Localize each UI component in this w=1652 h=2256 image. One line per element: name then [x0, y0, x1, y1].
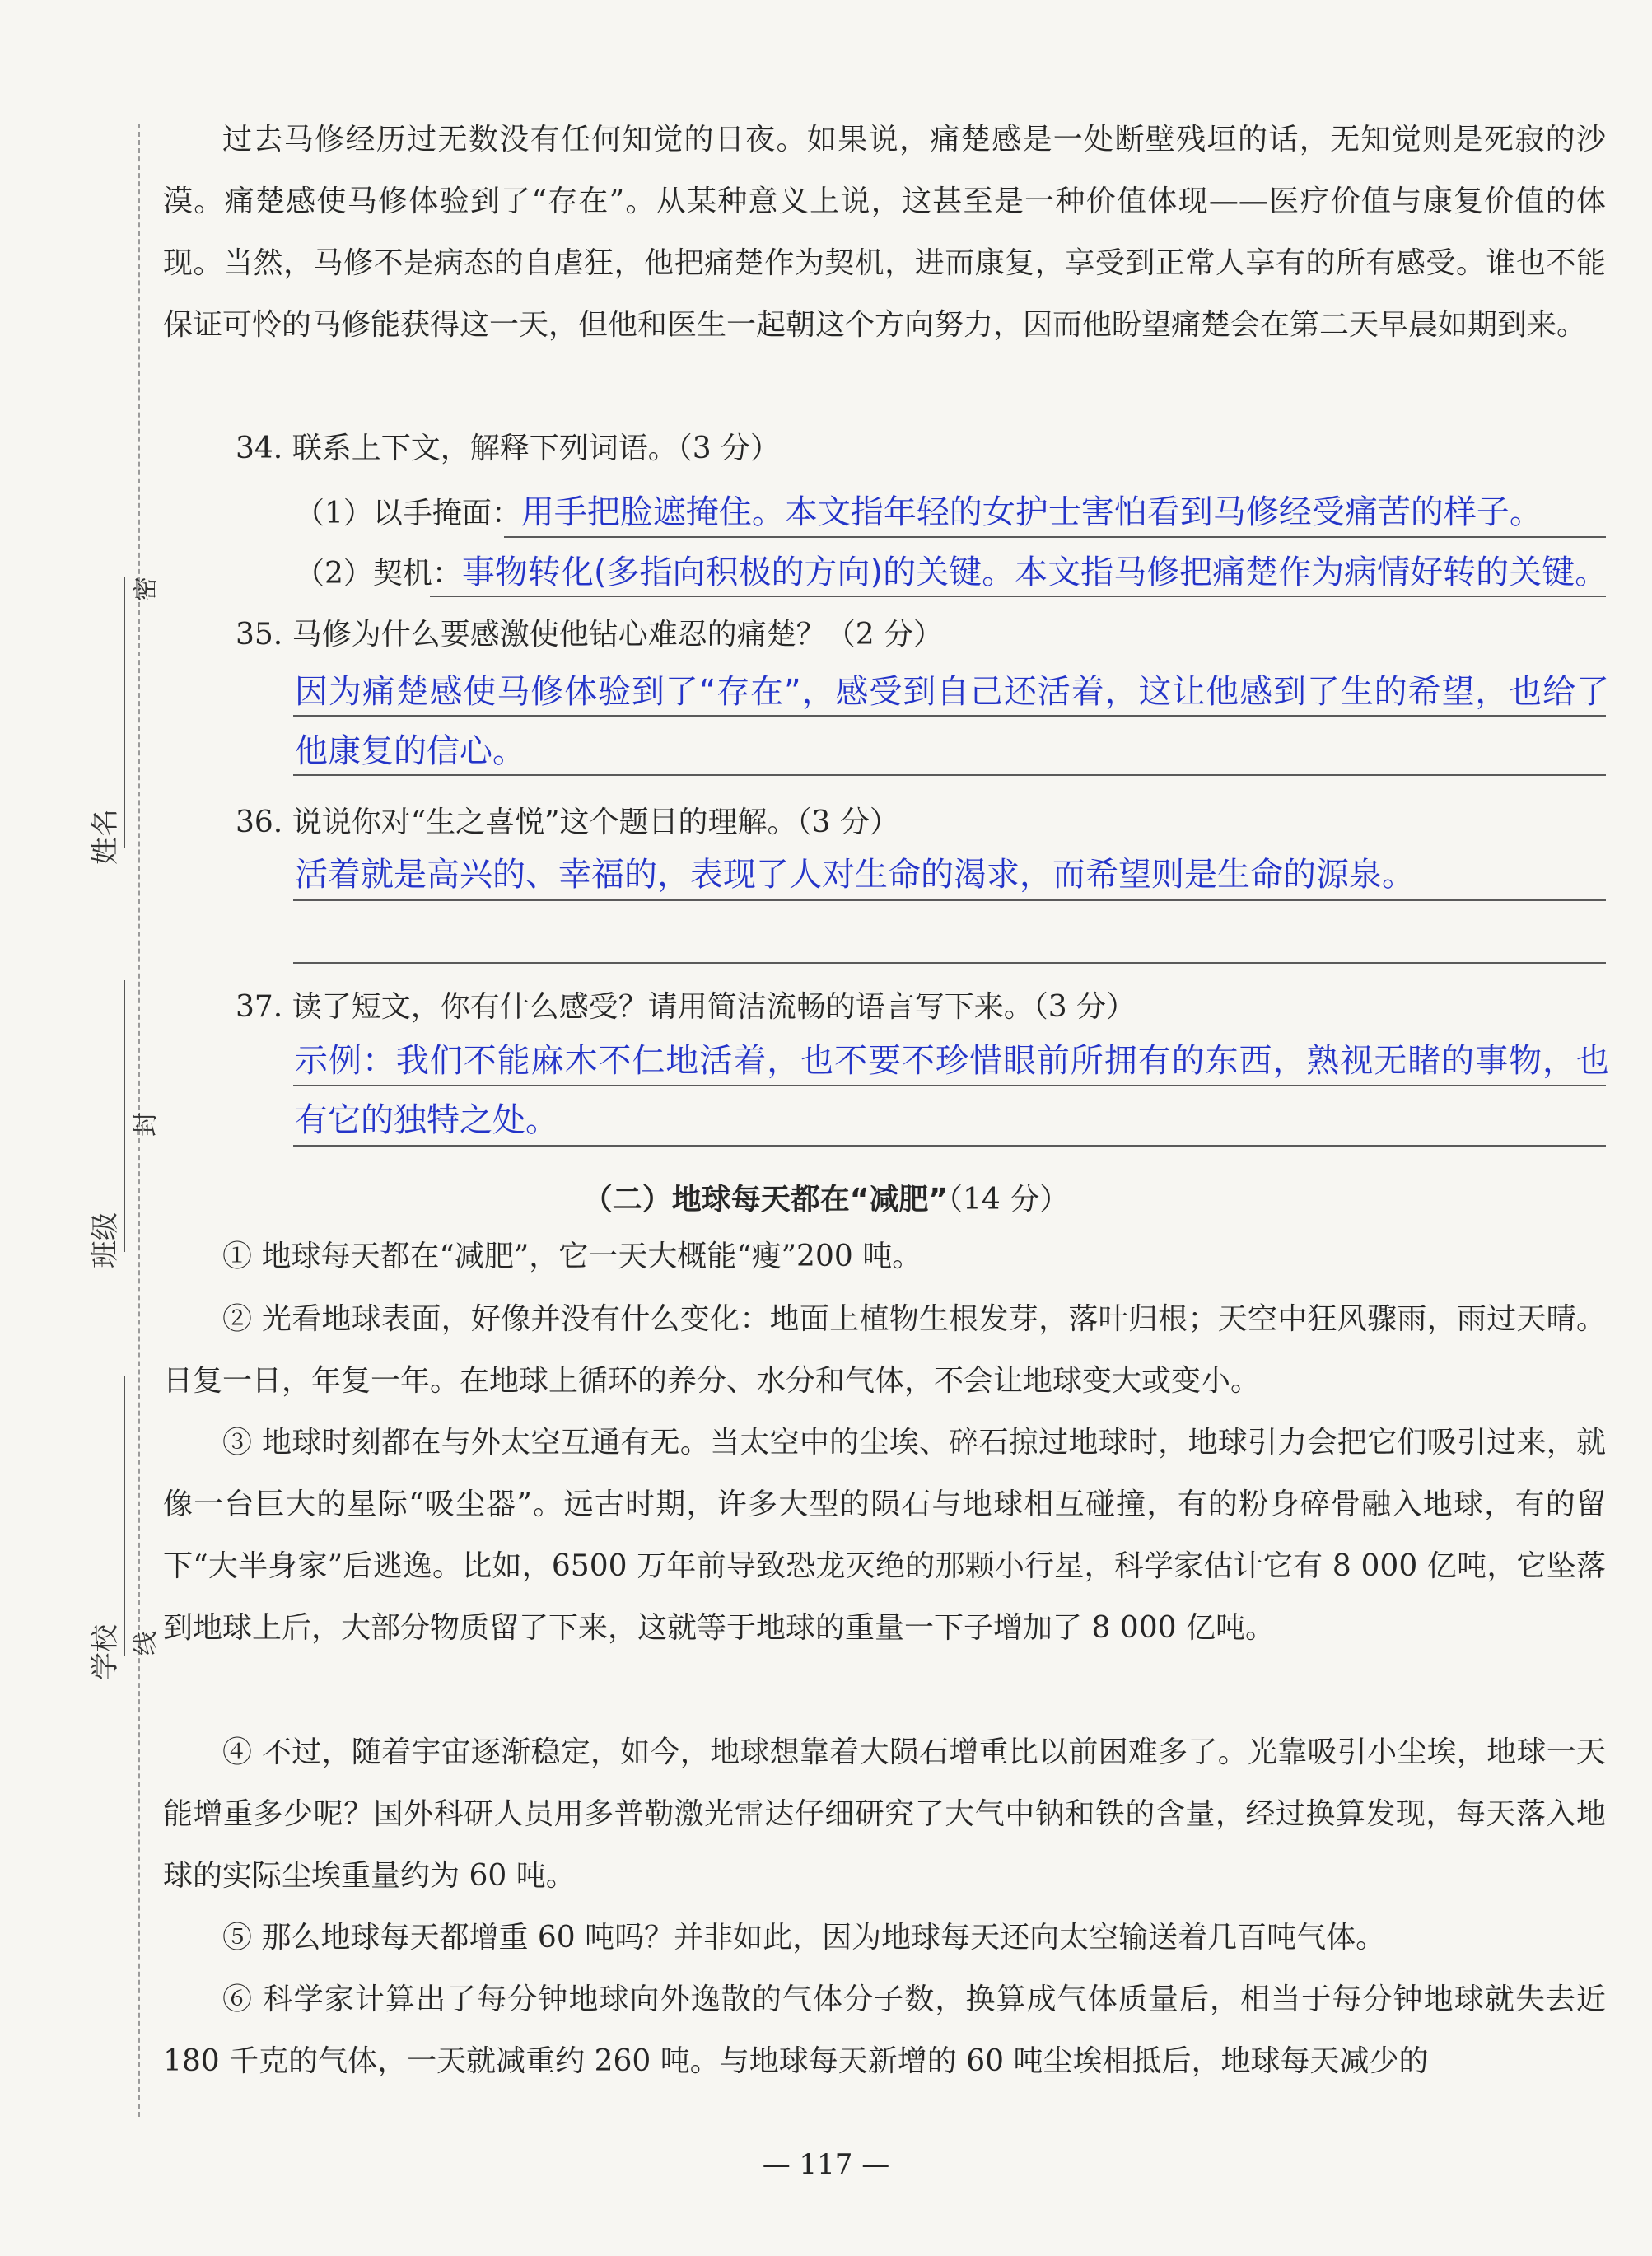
passage-2-paragraph-2: ② 光看地球表面，好像并没有什么变化：地面上植物生根发芽，落叶归根；天空中狂风骤雨，雨过天晴。日复一日，年复一年。在地球上循环的养分、水分和气体，不会让地球变大或变小。: [163, 1302, 1606, 1398]
q35-answer: 因为痛楚感使马修体验到了“存在”，感受到自己还活着，这让他感到了生的希望，也给了他康复的信心。: [295, 673, 1609, 770]
question-36: 36. 说说你对“生之喜悦”这个题目的理解。（3 分）: [236, 806, 899, 839]
q34-item-1: [295, 492, 1542, 535]
school-write-line: [124, 1376, 125, 1656]
q37-answer: 示例：我们不能麻木不仁地活着，也不要不珍惜眼前所拥有的东西，熟视无睹的事物，也有它的独特之处。: [295, 1042, 1609, 1139]
name-label: 姓名: [89, 809, 122, 865]
question-34: 34. 联系上下文，解释下列词语。（3 分）: [236, 432, 781, 465]
q34-item-1-label: （1）以手掩面：: [295, 497, 521, 530]
section-2-score: （14 分）: [948, 1183, 1070, 1217]
q34-answer-line-1: [504, 536, 1606, 538]
q36-answer-line-2: [293, 962, 1606, 964]
q35-answer-line-2: [293, 774, 1606, 776]
name-write-line: [124, 577, 125, 848]
passage-top-paragraph: 过去马修经历过无数没有任何知觉的日夜。如果说，痛楚感是一处断壁残垣的话，无知觉则是死寂的沙漠。痛楚感使马修体验到了“存在”。从某种意义上说，这甚至是一种价值体现——医疗价值与康复价值的体现。当然，马修不是病态的自虐狂，他把痛楚作为契机，进而康复，享受到正常人享有的所有感受。谁也不能保证可怜的马修能获得这一天，但他和医生一起朝这个方向努力，因而他盼望痛楚会在第二天早晨如期到来。: [163, 123, 1606, 342]
q34-item-2-answer: 事物转化(多指向积极的方向)的关键。本文指马修把痛楚作为病情好转的关键。: [461, 553, 1608, 591]
page-number: — 117 —: [762, 2148, 890, 2181]
question-35: 35. 马修为什么要感激使他钻心难忍的痛楚？（2 分）: [236, 618, 944, 652]
passage-2-paragraph-1: ① 地球每天都在“减肥”，它一天大概能“瘦”200 吨。: [222, 1240, 922, 1273]
question-37: 37. 读了短文，你有什么感受？请用简洁流畅的语言写下来。（3 分）: [236, 990, 1136, 1024]
q36-answer-line-1: [293, 899, 1606, 901]
q36-answer: 活着就是高兴的、幸福的，表现了人对生命的渴求，而希望则是生命的源泉。: [295, 856, 1415, 894]
seal-mark-feng: 封: [132, 1112, 161, 1137]
seal-mark-xian: 线: [132, 1631, 161, 1656]
section-2-title: [0, 1176, 1652, 1218]
q34-item-2-label: （2）契机：: [295, 557, 462, 591]
q34-answer-line-2: [430, 596, 1606, 597]
passage-2-paragraph-3: ③ 地球时刻都在与外太空互通有无。当太空中的尘埃、碎石掠过地球时，地球引力会把它们吸引过来，就像一台巨大的星际“吸尘器”。远古时期，许多大型的陨石与地球相互碰撞，有的粉身碎骨融入地球，有的留下“大半身家”后逃逸。比如，6500 万年前导致恐龙灭绝的那颗小行星，科学家估计它有 8 000 亿吨，它坠落到地球上后，大部分物质留了下来，这就等于地球的重量一下子增加了 8 000 亿吨。: [163, 1426, 1606, 1645]
class-label: 班级: [89, 1212, 122, 1268]
school-label: 学校: [89, 1624, 122, 1680]
q34-item-1-answer: 用手把脸遮掩住。本文指年轻的女护士害怕看到马修经受痛苦的样子。: [520, 493, 1542, 531]
passage-2-paragraph-5: ⑤ 那么地球每天都增重 60 吨吗？并非如此，因为地球每天还向太空输送着几百吨气体。: [222, 1921, 1386, 1955]
q35-answer-line-1: [293, 715, 1606, 717]
q34-item-2: [295, 552, 1608, 595]
q37-answer-line-2: [293, 1145, 1606, 1147]
passage-2-paragraph-6: ⑥ 科学家计算出了每分钟地球向外逸散的气体分子数，换算成气体质量后，相当于每分钟地球就失去近 180 千克的气体，一天就减重约 260 吨。与地球每天新增的 60 吨尘埃相抵后，地球每天减少的: [163, 1983, 1606, 2078]
seal-mark-mi: 密: [132, 577, 161, 601]
section-2-title-text: （二）地球每天都在“减肥”: [582, 1183, 949, 1217]
passage-2-paragraph-4: ④ 不过，随着宇宙逐渐稳定，如今，地球想靠着大陨石增重比以前困难多了。光靠吸引小尘埃，地球一天能增重多少呢？国外科研人员用多普勒激光雷达仔细研究了大气中钠和铁的含量，经过换算发现，每天落入地球的实际尘埃重量约为 60 吨。: [163, 1735, 1606, 1893]
